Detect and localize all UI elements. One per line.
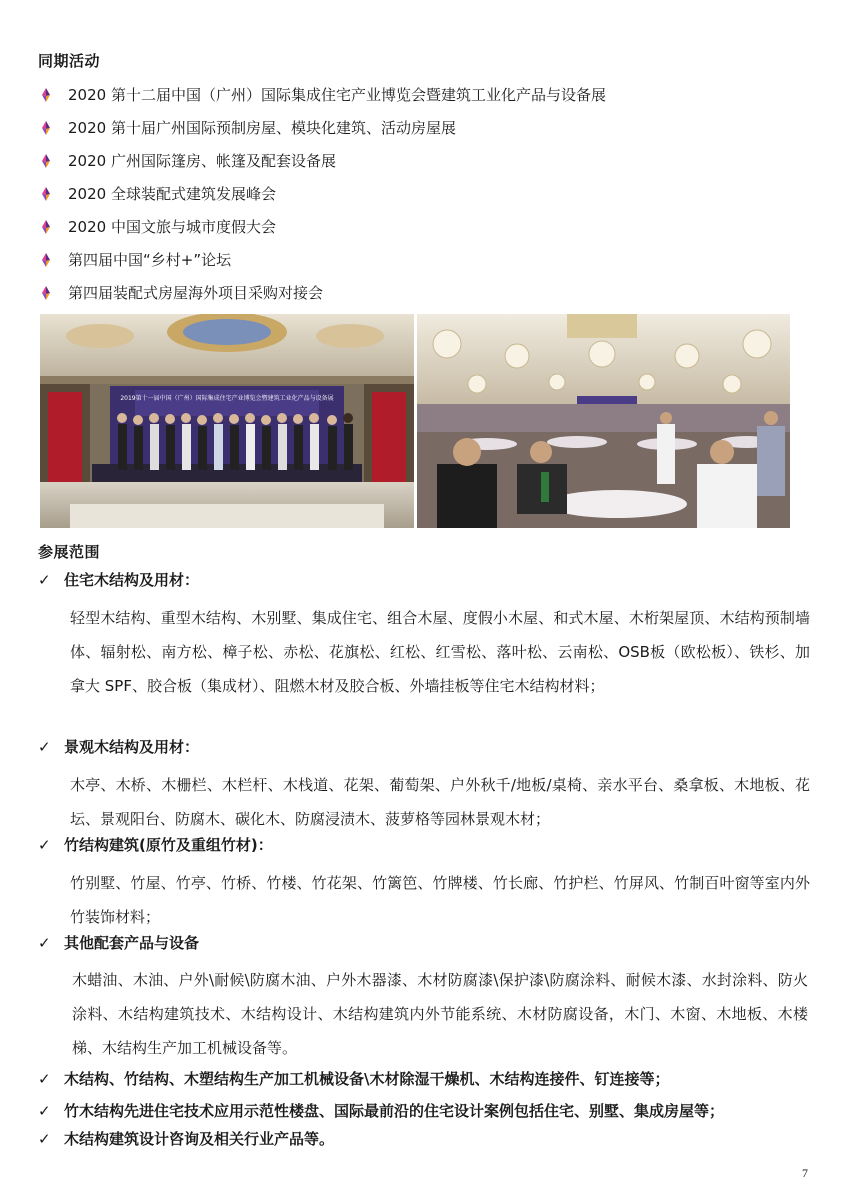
scope-section-body: 木亭、木桥、木栅栏、木栏杆、木栈道、花架、葡萄架、户外秋千/地板/桌椅、亲水平台、桑拿板、木地板、花坛、景观阳台、防腐木、碳化木、防腐浸渍木、菠萝格等园林景观木材；	[70, 776, 810, 828]
diamond-bullet-icon	[38, 120, 54, 136]
activity-item	[38, 144, 818, 177]
scope-section-body: 木蜡油、木油、户外\耐候\防腐木油、户外木器漆、木材防腐漆\保护漆\防腐涂料、耐候木漆、水封涂料、防火涂料、木结构建筑技术、木结构设计、木结构建筑内外节能系统、木材防腐设备，木门、木窗、木地板、木楼梯、木结构生产加工机械设备等。	[72, 971, 808, 1057]
activity-text: 2020 第十二届中国（广州）国际集成住宅产业博览会暨建筑工业化产品与设备展	[68, 86, 606, 104]
scope-extra-item	[38, 1068, 669, 1089]
check-icon: ✓	[38, 835, 51, 854]
scope-section-heading	[38, 932, 199, 953]
scope-title: 参展范围	[38, 543, 101, 561]
scope-section-heading	[38, 736, 199, 757]
activity-text: 2020 全球装配式建筑发展峰会	[68, 185, 276, 203]
check-icon: ✓	[38, 570, 51, 589]
diamond-bullet-icon	[38, 153, 54, 169]
check-icon: ✓	[38, 1129, 51, 1148]
activity-item	[38, 276, 818, 309]
extra-text: 木结构、竹结构、木塑结构生产加工机械设备\木材除湿干燥机、木结构连接件、钉连接等；	[64, 1070, 670, 1088]
extra-text: 竹木结构先进住宅技术应用示范性楼盘、国际最前沿的住宅设计案例包括住宅、别墅、集成房屋等；	[64, 1102, 725, 1120]
activity-item	[38, 111, 818, 144]
activities-list	[38, 78, 818, 309]
scope-extra-item	[38, 1128, 334, 1149]
heading-text: 景观木结构及用材：	[64, 738, 200, 756]
scope-extra-item	[38, 1100, 724, 1121]
activity-text: 2020 第十届广州国际预制房屋、模块化建筑、活动房屋展	[68, 119, 456, 137]
diamond-bullet-icon	[38, 87, 54, 103]
activity-item	[38, 78, 818, 111]
page-number: 7	[802, 1166, 808, 1180]
diamond-bullet-icon	[38, 219, 54, 235]
activity-item	[38, 243, 818, 276]
heading-text: 住宅木结构及用材：	[64, 571, 200, 589]
check-icon: ✓	[38, 1069, 51, 1088]
stage-banner-text: 2019第十一届中国（广州）国际集成住宅产业博览会暨建筑工业化产品与设备展	[120, 395, 334, 402]
diamond-bullet-icon	[38, 252, 54, 268]
activity-item	[38, 210, 818, 243]
check-icon: ✓	[38, 933, 51, 952]
activity-text: 2020 广州国际篷房、帐篷及配套设备展	[68, 152, 336, 170]
event-photos	[40, 314, 790, 528]
scope-section-body: 竹别墅、竹屋、竹亭、竹桥、竹楼、竹花架、竹篱笆、竹牌楼、竹长廊、竹护栏、竹屏风、竹制百叶窗等室内外竹装饰材料；	[70, 874, 810, 926]
activity-text: 2020 中国文旅与城市度假大会	[68, 218, 276, 236]
extra-text: 木结构建筑设计咨询及相关行业产品等。	[64, 1130, 335, 1148]
diamond-bullet-icon	[38, 285, 54, 301]
check-icon: ✓	[38, 737, 51, 756]
heading-text: 其他配套产品与设备	[64, 934, 200, 952]
activity-text: 第四届装配式房屋海外项目采购对接会	[68, 284, 324, 302]
check-icon: ✓	[38, 1101, 51, 1120]
banquet-hall-photo	[417, 314, 790, 528]
activity-text: 第四届中国“乡村+”论坛	[68, 251, 232, 269]
scope-section-heading	[38, 834, 273, 855]
scope-section-body: 轻型木结构、重型木结构、木别墅、集成住宅、组合木屋、度假小木屋、和式木屋、木桁架屋顶、木结构预制墙体、辐射松、南方松、樟子松、赤松、花旗松、红松、红雪松、落叶松、云南松、OSB板（欧松板）、铁杉、加拿大 SPF、胶合板（集成材）、阻燃木材及胶合板、外墙挂板等住宅木结构材料；	[70, 609, 810, 695]
heading-text: 竹结构建筑(原竹及重组竹材)：	[64, 836, 273, 854]
diamond-bullet-icon	[38, 186, 54, 202]
stage-ceremony-photo	[40, 314, 414, 528]
activity-item	[38, 177, 818, 210]
activities-title: 同期活动	[38, 52, 101, 70]
scope-section-heading	[38, 569, 199, 590]
